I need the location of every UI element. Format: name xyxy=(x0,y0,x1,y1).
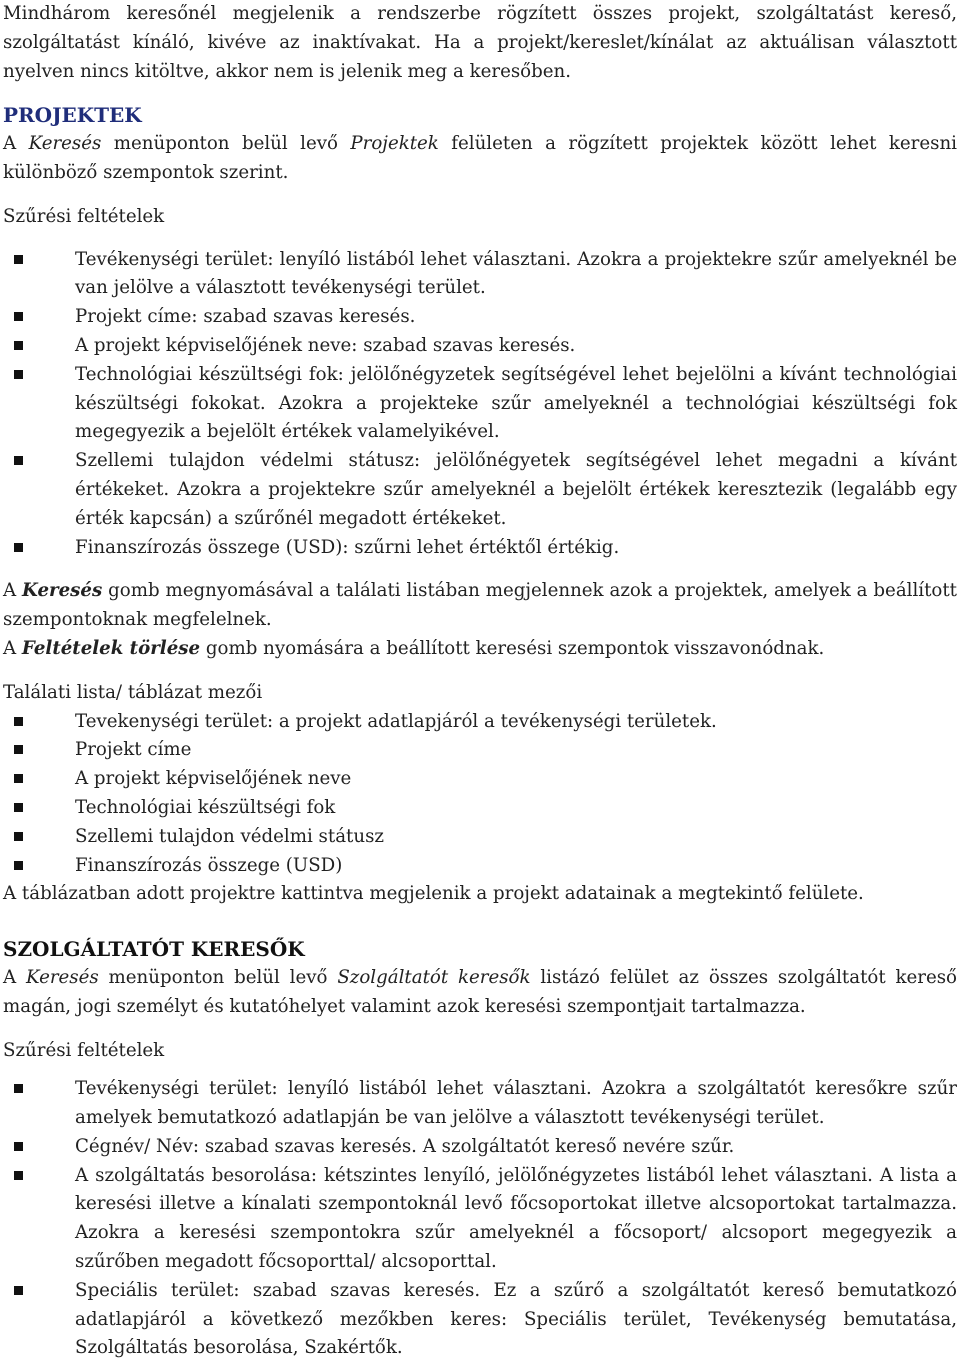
projektek-filter-list xyxy=(3,246,957,563)
results-title: Találati lista/ táblázat mezői xyxy=(3,681,263,703)
list-item: Technológiai készültségi fok: jelölőnégyzetek segítségével lehet bejelölni a kívánt technológiai készültségi fokokat. Azokra a projekteke szűr amelyeknél a technológiai készültségi fok megegyezik a bejelölt értékek valamelyikével. xyxy=(3,361,957,447)
list-item: Projekt címe: szabad szavas keresés. xyxy=(3,303,957,332)
szolgaltatot-keresok-heading: SZOLGÁLTATÓT KERESŐK xyxy=(3,937,305,962)
list-item: Szellemi tulajdon védelmi státusz: jelölőnégyetek segítségével lehet megadni a kívánt értékeket. Azokra a projektekre szűr amelyeknél a bejelölt értékek keresztezik (legalább egy érték kapcsán) a szűrőnél megadott értékeket. xyxy=(3,447,957,533)
list-item: Tevékenységi terület: lenyíló listából lehet választani. Azokra a szolgáltatót keresőkre szűr amelyek bemutatkozó adatlapján be van jelölve a választott tevékenységi terület. xyxy=(3,1075,957,1133)
projektek-heading: PROJEKTEK xyxy=(3,103,142,128)
szolgaltatot-filters-title: Szűrési feltételek xyxy=(3,1039,165,1061)
list-item: Speciális terület: szabad szavas keresés. Ez a szűrő a szolgáltatót kereső bemutatkozó adatlapjáról a következő mezőkben keres: Speciális terület, Tevékenység bemutatása, Szolgáltatás besorolása, Szakértők. xyxy=(3,1277,957,1363)
list-item: Finanszírozás összege (USD) xyxy=(3,852,957,881)
list-item: Projekt címe xyxy=(3,736,957,765)
projektek-filters-title: Szűrési feltételek xyxy=(3,205,165,227)
table-click-description: A táblázatban adott projektre kattintva megjelenik a projekt adatainak a megtekintő felülete. xyxy=(3,883,864,905)
list-item: Tevékenységi terület: lenyíló listából lehet választani. Azokra a projektekre szűr amelyeknél be van jelölve a választott tevékenységi terület. xyxy=(3,246,957,304)
clear-button-description: A Feltételek törlése gomb nyomására a beállított keresési szempontok visszavonódnak. xyxy=(3,637,825,659)
szolgaltatot-description: A Keresés menüponton belül levő Szolgáltatót keresők listázó felület az összes szolgáltatót kereső magán, jogi személyt és kutatóhelyet valamint azok keresési szempontjait tartalmazza. xyxy=(3,966,957,1017)
list-item: Cégnév/ Név: szabad szavas keresés. A szolgáltatót kereső nevére szűr. xyxy=(3,1133,957,1162)
szolgaltatot-filter-list xyxy=(3,1075,957,1363)
list-item: Tevekenységi terület: a projekt adatlapjáról a tevékenységi területek. xyxy=(3,708,957,737)
list-item: Finanszírozás összege (USD): szűrni lehet értéktől értékig. xyxy=(3,534,957,563)
results-field-list xyxy=(3,708,957,881)
list-item: A projekt képviselőjének neve xyxy=(3,765,957,794)
search-button-description: A Keresés gomb megnyomásával a találati listában megjelennek azok a projektek, amelyek a beállított szempontoknak megfelelnek. xyxy=(3,580,957,631)
list-item: Szellemi tulajdon védelmi státusz xyxy=(3,823,957,852)
list-item: Technológiai készültségi fok xyxy=(3,794,957,823)
list-item: A szolgáltatás besorolása: kétszintes lenyíló, jelölőnégyzetes listából lehet választani. A lista a keresési illetve a kínalati szempontoknál levő főcsoportokat illetve alcsoportokat tartalmazza. Azokra a keresési szempontokra szűr amelyeknél a főcsoport/ alcsoport megegyezik a szűrőben megadott főcsoporttal/ alcsoporttal. xyxy=(3,1162,957,1277)
intro-paragraph: Mindhárom keresőnél megjelenik a rendszerbe rögzített összes projekt, szolgáltatást kereső, szolgáltatást kínáló, kivéve az inaktívakat. Ha a projekt/kereslet/kínálat az aktuálisan választott nyelven nincs kitöltve, akkor nem is jelenik meg a keresőben. xyxy=(3,3,957,82)
projektek-description: A Keresés menüponton belül levő Projektek felületen a rögzített projektek között lehet keresni különböző szempontok szerint. xyxy=(3,133,957,183)
list-item: A projekt képviselőjének neve: szabad szavas keresés. xyxy=(3,332,957,361)
